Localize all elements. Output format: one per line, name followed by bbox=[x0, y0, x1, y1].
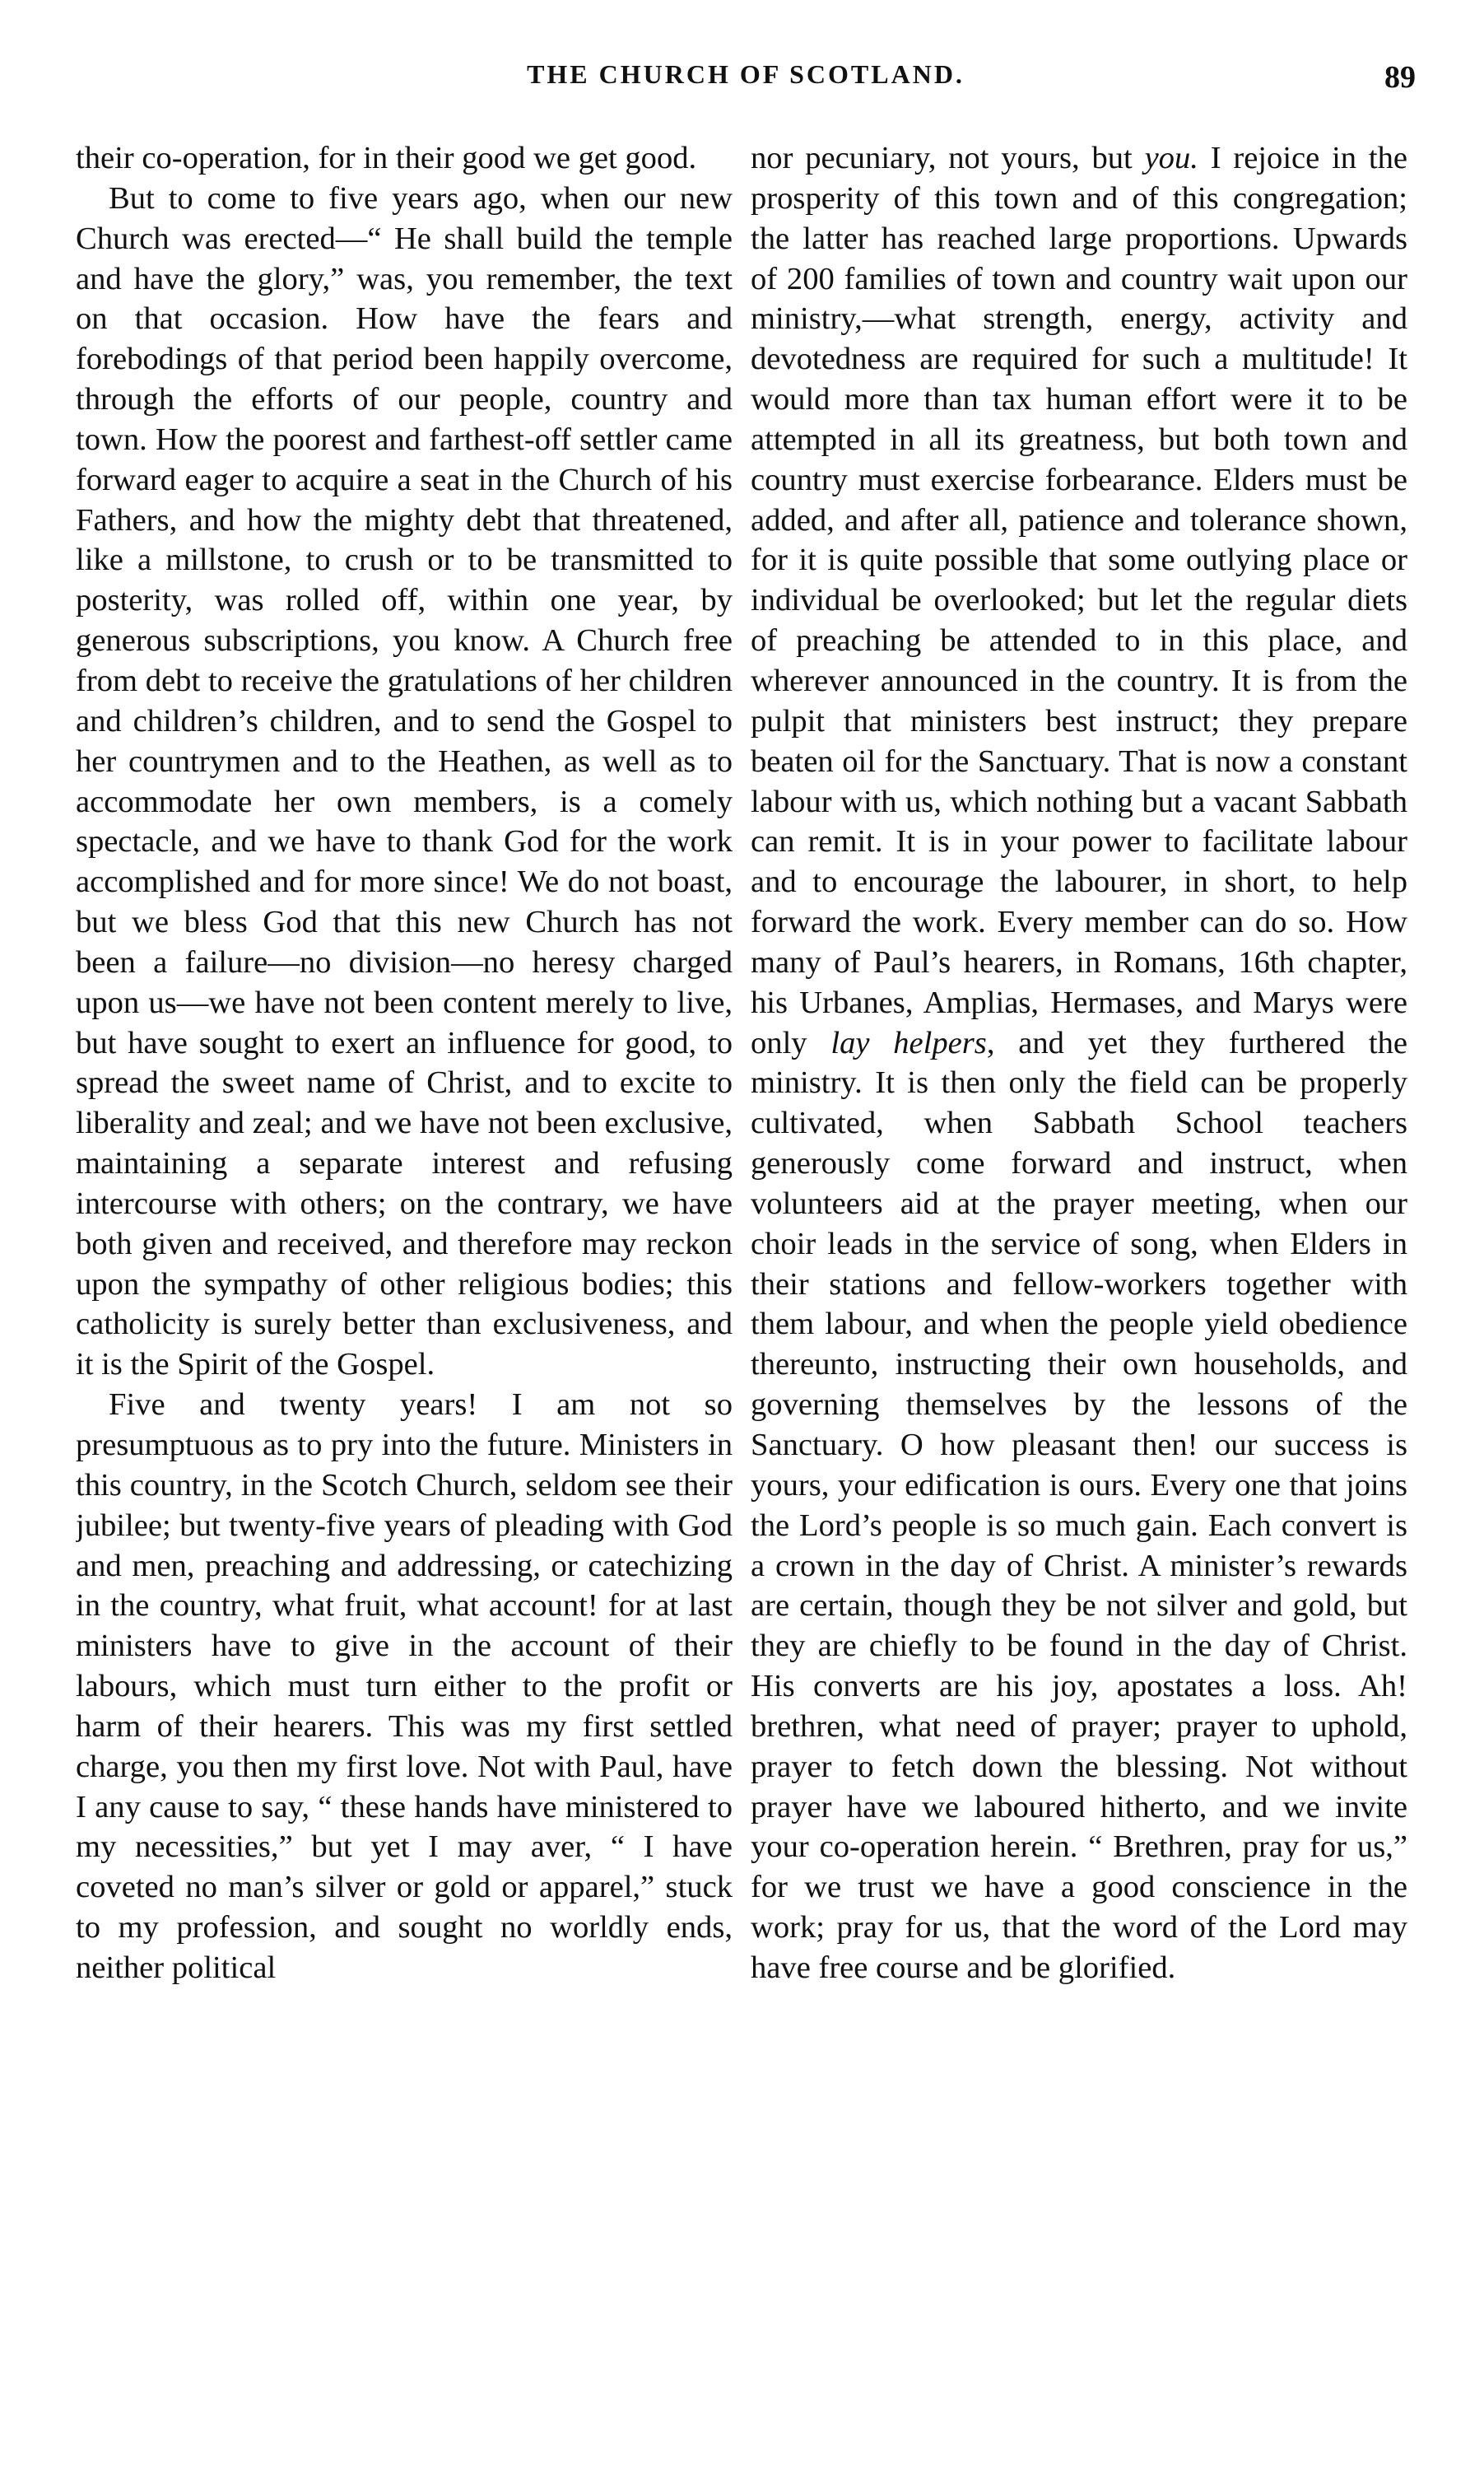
running-title: THE CHURCH OF SCOTLAND. bbox=[527, 59, 965, 89]
right-column bbox=[751, 138, 1407, 2411]
paragraph: Five and twenty years! I am not so presumptuous as to pry into the future. Ministers in this country, in the Scotch Church, seldom see their jubilee; but twenty-five years of pleading with God and men, preaching and addressing, or catechizing in the country, what fruit, what account! for at last ministers have to give in the account of their labours, which must turn either to the profit or harm of their hearers. This was my first settled charge, you then my first love. Not with Paul, have I any cause to say, “ these hands have ministered to my necessities,” but yet I may aver, “ I have coveted no man’s silver or gold or apparel,” stuck to my profession, and sought no worldly ends, neither political bbox=[76, 1387, 733, 1985]
page-number: 89 bbox=[1384, 60, 1416, 95]
text-run: , and yet they furthered the ministry. It is then only the field can be properly cultivated, when Sabbath School teachers generously come forward and instruct, when volunteers aid at the prayer meeting, when our choir leads in the service of song, when Elders in their stations and fellow-workers together with them labour, and when the people yield obedience thereunto, instructing their own households, and governing themselves by the lessons of the Sanctuary. O how pleasant then! our success is yours, your edification is ours. Every one that joins the Lord’s people is so much gain. Each convert is a crown in the day of Christ. A minister’s rewards are certain, though they be not silver and gold, but they are chiefly to be found in the day of Christ. His converts are his joy, apostates a loss. Ah! brethren, what need of prayer; prayer to uphold, prayer to fetch down the blessing. Not without prayer have we laboured hitherto, and we invite your co-operation herein. “ Brethren, pray for us,” for we trust we have a good conscience in the work; pray for us, that the word of the Lord may have free course and be glorified. bbox=[751, 1025, 1407, 1985]
emphasis-you: you. bbox=[1144, 141, 1198, 175]
paragraph-continued bbox=[751, 138, 1407, 1988]
text-run: I rejoice in the prosperity of this town and of this congregation; the latter has reached large proportions. Upwards of 200 families of town and country wait upon our ministry,—what strength, energy, activity and devotedness are required for such a multitude! It would more than tax human effort were it to be attempted in all its greatness, but both town and country must exercise forbearance. Elders must be added, and after all, patience and tolerance shown, for it is quite possible that some outlying place or individual be overlooked; but let the regular diets of preaching be attended to in this place, and wherever announced in the country. It is from the pulpit that ministers best instruct; they prepare beaten oil for the Sanctuary. That is now a constant labour with us, which nothing but a vacant Sabbath can remit. It is in your power to facilitate labour and to encourage the labourer, in short, to help forward the work. Every member can do so. How many of Paul’s hearers, in Romans, 16th chapter, his Urbanes, Amplias, Hermases, and Marys were only bbox=[751, 141, 1407, 1060]
text-run: nor pecuniary, not yours, but bbox=[751, 141, 1145, 175]
running-head bbox=[76, 59, 1416, 109]
left-column bbox=[76, 138, 733, 2411]
paragraph-continued: their co-operation, for in their good we get good. bbox=[76, 141, 697, 175]
emphasis-lay-helpers: lay helpers bbox=[830, 1025, 987, 1060]
paragraph: But to come to five years ago, when our new Church was erected—“ He shall build the temple and have the glory,” was, you remember, the text on that occasion. How have the fears and forebodings of that period been happily overcome, through the efforts of our people, country and town. How the poorest and farthest-off settler came forward eager to acquire a seat in the Church of his Fathers, and how the mighty debt that threatened, like a millstone, to crush or to be transmitted to posterity, was rolled off, within one year, by generous subscriptions, you know. A Church free from debt to receive the gratulations of her children and children’s children, and to send the Gospel to her countrymen and to the Heathen, as well as to accommodate her own members, is a comely spectacle, and we have to thank God for the work accomplished and for more since! We do not boast, but we bless God that this new Church has not been a failure—no division—no heresy charged upon us—we have not been content merely to live, but have sought to exert an influence for good, to spread the sweet name of Christ, and to excite to liberality and zeal; and we have not been exclusive, maintaining a separate interest and refusing intercourse with others; on the contrary, we have both given and received, and therefore may reckon upon the sympathy of other religious bodies; this catholicity is surely better than exclusiveness, and it is the Spirit of the Gospel. bbox=[76, 180, 733, 1382]
